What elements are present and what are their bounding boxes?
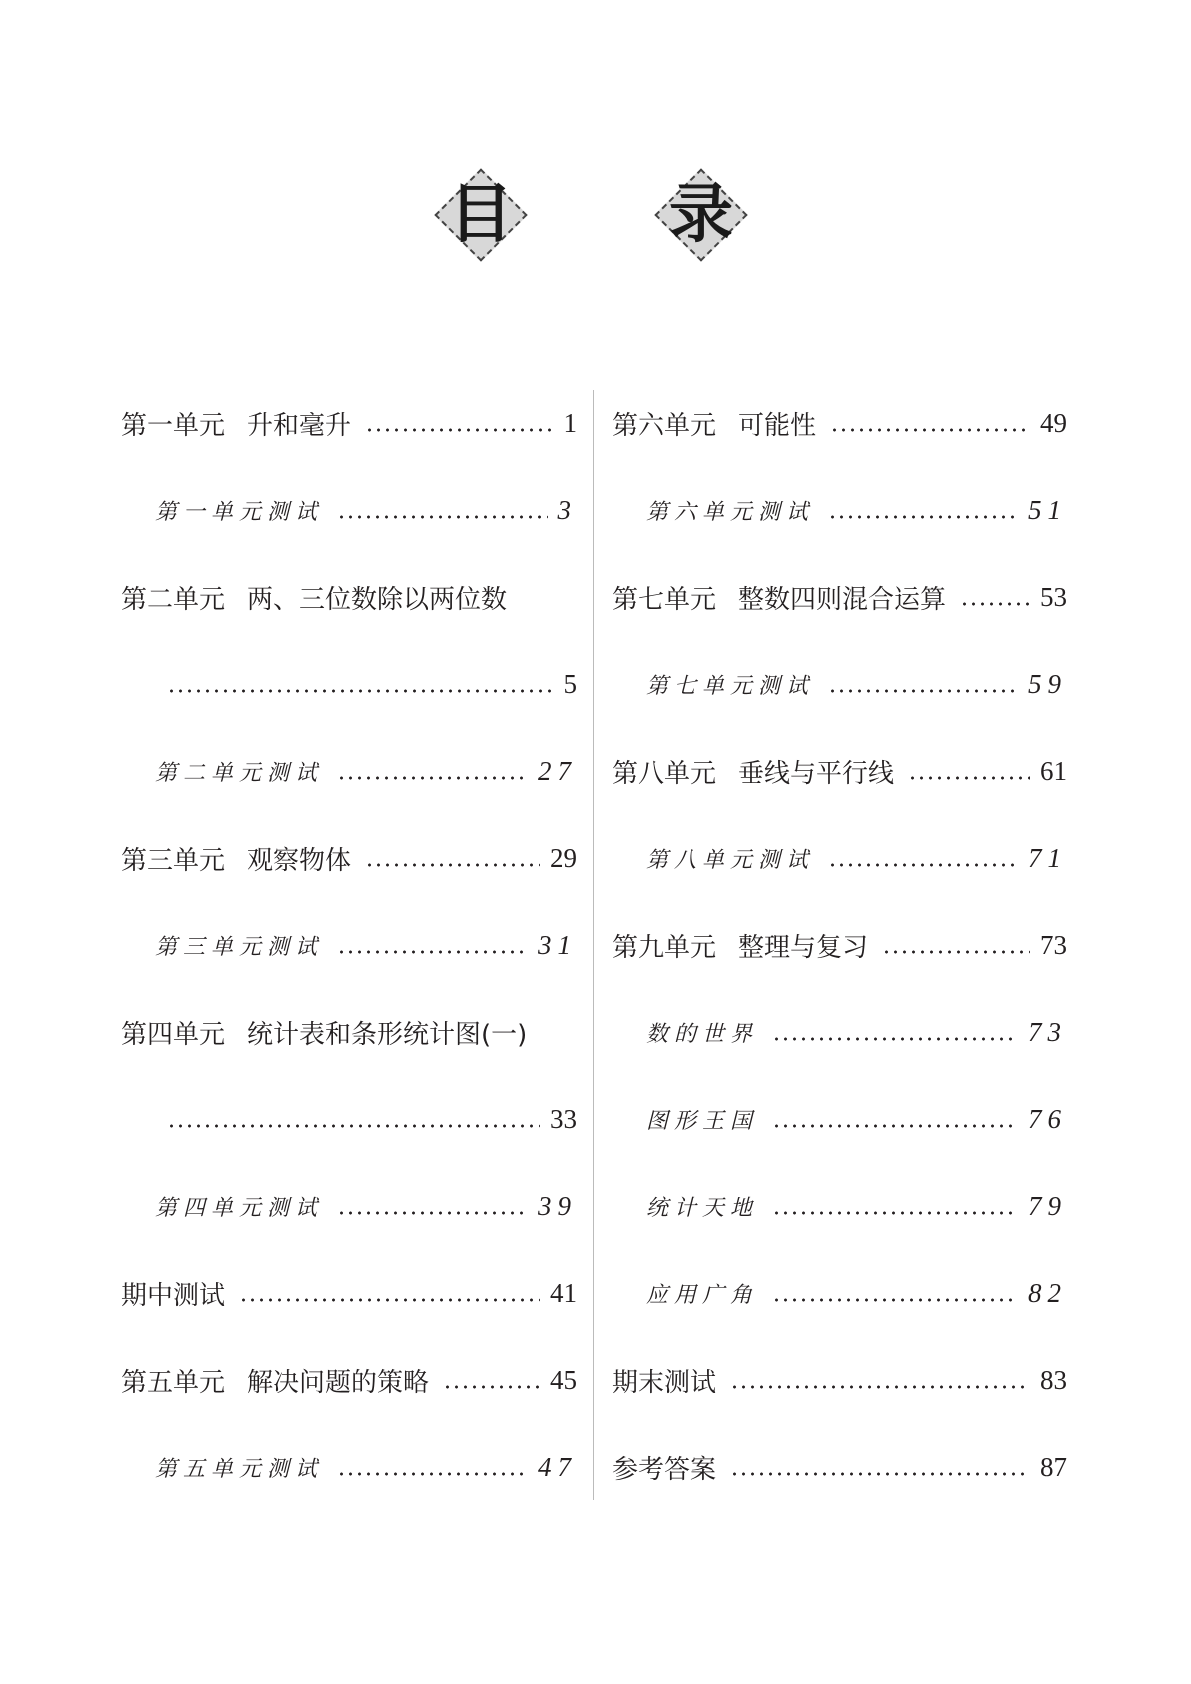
toc-entry[interactable] xyxy=(121,1337,577,1424)
entry-title: 第八单元测试 xyxy=(646,848,815,873)
entry-title: 第二单元测试 xyxy=(155,761,324,786)
page-number: 83 xyxy=(1040,1365,1067,1395)
dot-leader xyxy=(365,428,553,432)
toc-entry[interactable] xyxy=(612,1424,1067,1511)
toc-entry[interactable] xyxy=(121,989,577,1076)
dot-leader xyxy=(772,1211,1018,1215)
page-number: 61 xyxy=(1040,756,1067,786)
page-number: 76 xyxy=(1028,1104,1067,1134)
page-number: 82 xyxy=(1028,1278,1067,1308)
dot-leader xyxy=(828,689,1018,693)
page-number: 53 xyxy=(1040,582,1067,612)
page-number: 73 xyxy=(1040,930,1067,960)
dot-leader xyxy=(337,1211,528,1215)
toc-entry[interactable] xyxy=(121,1424,577,1511)
entry-title: 第六单元测试 xyxy=(646,500,815,525)
page-number: 47 xyxy=(538,1452,577,1482)
entry-title: 第四单元测试 xyxy=(155,1196,324,1221)
toc-entry[interactable] xyxy=(121,641,577,728)
dot-leader xyxy=(772,1037,1018,1041)
toc-entry[interactable] xyxy=(121,902,577,989)
entry-title: 第七单元 整数四则混合运算 xyxy=(612,585,947,615)
toc-right-column xyxy=(612,380,1067,1511)
entry-title: 第四单元 统计表和条形统计图(一) xyxy=(121,1020,528,1050)
page-number: 41 xyxy=(550,1278,577,1308)
entry-title: 第八单元 垂线与平行线 xyxy=(612,759,895,789)
page-number: 3 xyxy=(557,495,577,525)
page-number: 79 xyxy=(1028,1191,1067,1221)
page-number: 5 xyxy=(563,669,577,699)
entry-title: 第五单元 解决问题的策略 xyxy=(121,1368,430,1398)
page-number: 71 xyxy=(1028,843,1067,873)
dot-leader xyxy=(337,515,547,519)
page-number: 87 xyxy=(1040,1452,1067,1482)
toc-entry[interactable] xyxy=(612,641,1067,728)
dot-leader xyxy=(730,1385,1030,1389)
dot-leader xyxy=(882,950,1030,954)
toc-entry[interactable] xyxy=(121,1250,577,1337)
toc-entry[interactable] xyxy=(121,467,577,554)
page-number: 73 xyxy=(1028,1017,1067,1047)
toc-entry[interactable] xyxy=(121,1163,577,1250)
toc-entry[interactable] xyxy=(121,554,577,641)
toc-left-column xyxy=(121,380,577,1511)
dot-leader xyxy=(167,689,554,693)
entry-title: 第三单元 观察物体 xyxy=(121,846,352,876)
entry-title: 应用广角 xyxy=(646,1283,759,1308)
dot-leader xyxy=(730,1472,1030,1476)
entry-title: 第一单元测试 xyxy=(155,500,324,525)
toc-entry[interactable] xyxy=(612,1250,1067,1337)
title-char-mu xyxy=(436,170,526,260)
dot-leader xyxy=(772,1124,1018,1128)
dot-leader xyxy=(830,428,1030,432)
column-divider xyxy=(593,390,594,1500)
dot-leader xyxy=(960,602,1030,606)
dot-leader xyxy=(828,863,1018,867)
dot-leader xyxy=(167,1124,540,1128)
entry-title: 第七单元测试 xyxy=(646,674,815,699)
toc-entry[interactable] xyxy=(121,728,577,815)
toc-entry[interactable] xyxy=(612,902,1067,989)
dot-leader xyxy=(365,863,540,867)
dot-leader xyxy=(772,1298,1018,1302)
entry-title: 第二单元 两、三位数除以两位数 xyxy=(121,585,508,615)
dot-leader xyxy=(828,515,1018,519)
toc-entry[interactable] xyxy=(121,815,577,902)
toc-entry[interactable] xyxy=(612,380,1067,467)
dot-leader xyxy=(239,1298,540,1302)
toc-entry[interactable] xyxy=(612,728,1067,815)
dot-leader xyxy=(908,776,1030,780)
page-number: 49 xyxy=(1040,408,1067,438)
toc-entry[interactable] xyxy=(612,554,1067,641)
page-number: 29 xyxy=(550,843,577,873)
page-number: 51 xyxy=(1028,495,1067,525)
page-number: 39 xyxy=(538,1191,577,1221)
entry-title: 图形王国 xyxy=(646,1109,759,1134)
entry-title: 第九单元 整理与复习 xyxy=(612,933,869,963)
entry-title: 期中测试 xyxy=(121,1281,226,1311)
toc-entry[interactable] xyxy=(612,1163,1067,1250)
toc-entry[interactable] xyxy=(612,989,1067,1076)
page-number: 31 xyxy=(538,930,577,960)
toc-entry[interactable] xyxy=(612,815,1067,902)
page-number: 27 xyxy=(538,756,577,786)
page-number: 1 xyxy=(563,408,577,438)
toc-entry[interactable] xyxy=(612,1337,1067,1424)
toc-entry[interactable] xyxy=(612,467,1067,554)
dot-leader xyxy=(337,1472,528,1476)
page-number: 33 xyxy=(550,1104,577,1134)
page-number: 45 xyxy=(550,1365,577,1395)
entry-title: 统计天地 xyxy=(646,1196,759,1221)
entry-title: 第五单元测试 xyxy=(155,1457,324,1482)
entry-title: 期末测试 xyxy=(612,1368,717,1398)
title-text: 目 xyxy=(449,178,513,252)
title-char-lu xyxy=(656,170,746,260)
toc-entry[interactable] xyxy=(121,1076,577,1163)
entry-title: 数的世界 xyxy=(646,1022,759,1047)
dot-leader xyxy=(337,950,528,954)
toc-entry[interactable] xyxy=(121,380,577,467)
entry-title: 参考答案 xyxy=(612,1455,717,1485)
entry-title: 第六单元 可能性 xyxy=(612,411,817,441)
dot-leader xyxy=(337,776,528,780)
dot-leader xyxy=(443,1385,540,1389)
entry-title: 第一单元 升和毫升 xyxy=(121,411,352,441)
page-number: 59 xyxy=(1028,669,1067,699)
toc-entry[interactable] xyxy=(612,1076,1067,1163)
title-text: 录 xyxy=(669,178,733,252)
entry-title: 第三单元测试 xyxy=(155,935,324,960)
